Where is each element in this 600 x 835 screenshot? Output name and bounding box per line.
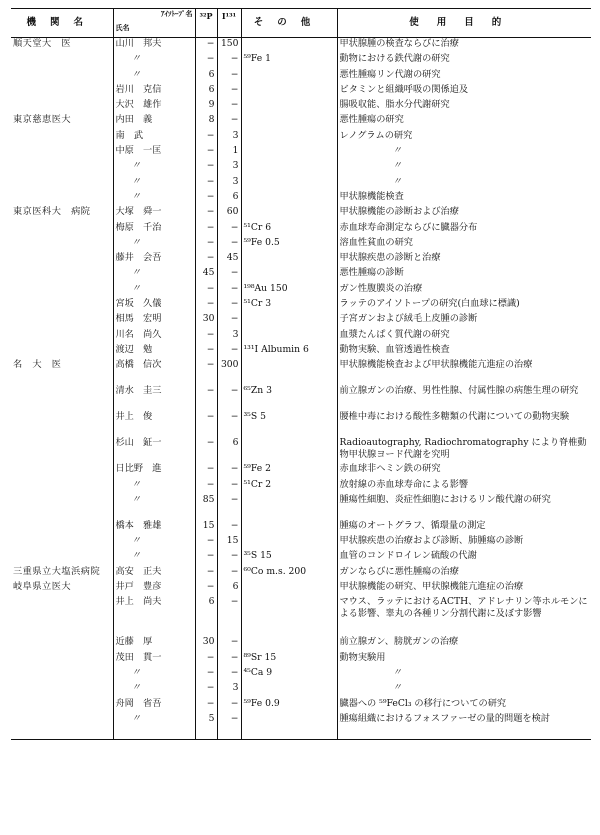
institution-cell [11,313,113,328]
other-isotope-cell: ⁴⁵Ca 9 [241,667,337,682]
purpose-cell: マウス、ラッテにおけるACTH、アドレナリン等ホルモンによる影響、睾丸の各種リン分割代謝に及ぼす影響 [339,596,588,619]
table-row [11,520,591,535]
p32-amount-cell: 9 [195,99,217,114]
i131-amount-cell: − [217,566,241,581]
i131-amount-cell: 3 [217,682,241,697]
purpose-cell: 甲状腺疾患の診断と治療 [339,252,441,264]
person-name-cell: 高安 正夫 [113,566,195,581]
other-isotope-cell: ¹⁹⁸Au 150 [241,283,337,298]
institution-cell [11,191,113,206]
table-row [11,206,591,221]
i131-amount-cell: − [217,53,241,68]
header-institution: 機関名 [11,9,113,38]
p32-amount-cell: 6 [195,69,217,84]
i131-amount-cell: − [217,463,241,478]
institution-cell [11,494,113,520]
purpose-cell: ラッテのアイソトープの研究(白血球に標識) [339,298,520,310]
i131-amount-cell: − [217,69,241,84]
other-isotope-cell: ³⁵S 5 [241,411,337,437]
header-purpose: 使用目的 [337,9,591,38]
p32-amount-cell: − [195,581,217,596]
purpose-cell: 溶血性貧血の研究 [339,236,413,248]
table-row [11,667,591,682]
purpose-cell: 悪性腫瘍リン代謝の研究 [339,68,441,80]
institution-cell [11,596,113,636]
table-row [11,535,591,550]
i131-amount-cell: − [217,84,241,99]
table-row [11,176,591,191]
table-row [11,84,591,99]
p32-amount-cell: − [195,283,217,298]
institution-cell [11,252,113,267]
person-name-cell: 〃 [113,682,195,697]
person-name-cell: 〃 [113,283,195,298]
other-isotope-cell [241,114,337,129]
person-name-cell: 橋本 雅雄 [113,520,195,535]
table-row [11,652,591,667]
i131-amount-cell: 300 [217,359,241,385]
p32-amount-cell: − [195,53,217,68]
p32-amount-cell: 6 [195,84,217,99]
table-row [11,222,591,237]
i131-amount-cell: − [217,114,241,129]
table-row [11,596,591,636]
institution-cell [11,535,113,550]
p32-amount-cell: − [195,298,217,313]
table-row [11,494,591,520]
person-name-cell: 内田 義 [113,114,195,129]
other-isotope-cell [241,359,337,385]
person-name-cell: 大塚 舜一 [113,206,195,221]
table-row [11,566,591,581]
p32-amount-cell: 15 [195,520,217,535]
person-name-cell: 井上 俊 [113,411,195,437]
other-isotope-cell: ³⁵S 15 [241,550,337,565]
i131-amount-cell: − [217,385,241,411]
purpose-cell: 〃 [392,666,402,678]
table-row [11,636,591,651]
purpose-cell: 腫瘍組織におけるフォスファーゼの量的問題を検討 [337,713,591,740]
table-row [11,479,591,494]
institution-cell [11,698,113,713]
other-isotope-cell [241,38,337,54]
header-other: その他 [241,9,337,38]
other-isotope-cell: ⁸⁹Sr 15 [241,652,337,667]
purpose-cell: 甲状腺機能検査 [339,190,404,202]
institution-cell [11,411,113,437]
institution-cell [11,283,113,298]
i131-amount-cell: 6 [217,437,241,463]
purpose-cell: 甲状腺機能の研究、甲状腺機能亢進症の治療 [339,581,524,593]
i131-amount-cell: − [217,596,241,636]
i131-amount-cell: − [217,99,241,114]
header-p32: ³²P [195,9,217,38]
p32-amount-cell: − [195,344,217,359]
i131-amount-cell: − [217,494,241,520]
purpose-cell: 甲状腺疾患の治療および診断、肺腫瘍の診断 [339,535,524,547]
i131-amount-cell: 3 [217,160,241,175]
table-row [11,114,591,129]
other-isotope-cell [241,206,337,221]
other-isotope-cell [241,176,337,191]
other-isotope-cell [241,267,337,282]
person-name-cell: 〃 [113,69,195,84]
purpose-cell: 腰椎中毒における酸性多糖類の代謝についての動物実験 [339,411,570,423]
other-isotope-cell: ⁵¹Cr 2 [241,479,337,494]
table-row [11,267,591,282]
institution-cell [11,550,113,565]
i131-amount-cell: − [217,344,241,359]
other-isotope-cell: ⁵⁹Fe 1 [241,53,337,68]
person-name-cell: 清水 圭三 [113,385,195,411]
institution-cell [11,652,113,667]
institution-cell [11,520,113,535]
purpose-cell: 臓器への ⁵⁹FeCl₃ の移行についての研究 [339,697,507,709]
person-name-cell: 杉山 鉦一 [113,437,195,463]
table-row [11,344,591,359]
i131-amount-cell: 60 [217,206,241,221]
other-isotope-cell [241,713,337,740]
other-isotope-cell [241,636,337,651]
p32-amount-cell: − [195,176,217,191]
i131-amount-cell: 45 [217,252,241,267]
table-row [11,329,591,344]
table-row [11,145,591,160]
other-isotope-cell [241,84,337,99]
purpose-cell: 赤血球寿命測定ならびに臓器分布 [339,221,478,233]
table-row [11,682,591,697]
institution-cell [11,160,113,175]
institution-cell: 岐阜県立医大 [11,581,113,596]
person-name-cell: 〃 [113,267,195,282]
p32-amount-cell: − [195,652,217,667]
i131-amount-cell: − [217,479,241,494]
i131-amount-cell: 3 [217,130,241,145]
institution-cell: 東京医科大 病院 [11,206,113,221]
table-row [11,237,591,252]
person-name-cell: 岩川 克信 [113,84,195,99]
person-name-cell: 川名 尚久 [113,329,195,344]
table-row [11,298,591,313]
i131-amount-cell: − [217,520,241,535]
person-name-cell: 井上 尚夫 [113,596,195,636]
other-isotope-cell: ⁶⁵Zn 3 [241,385,337,411]
purpose-cell: 〃 [392,682,402,694]
table-row [11,53,591,68]
table-row [11,191,591,206]
i131-amount-cell: − [217,283,241,298]
institution-cell [11,237,113,252]
purpose-cell: 前立腺ガン、膀胱ガンの治療 [339,636,459,648]
person-name-cell: 梅原 千治 [113,222,195,237]
table-row [11,252,591,267]
institution-cell [11,437,113,463]
i131-amount-cell: − [217,636,241,651]
person-name-cell: 渡辺 勉 [113,344,195,359]
person-name-cell: 舟岡 省吾 [113,698,195,713]
table-row [11,463,591,478]
institution-cell [11,84,113,99]
header-isotope-name: ｱｲｿﾄｰﾌﾟ名 [161,9,193,18]
institution-cell [11,667,113,682]
i131-amount-cell: − [217,313,241,328]
person-name-cell: 藤井 会吾 [113,252,195,267]
institution-cell [11,53,113,68]
p32-amount-cell: − [195,667,217,682]
other-isotope-cell [241,252,337,267]
purpose-cell: ビタミンと組織呼吸の関係追及 [339,83,469,95]
i131-amount-cell: − [217,222,241,237]
table-body [11,38,591,740]
person-name-cell: 大沢 雄作 [113,99,195,114]
institution-cell [11,69,113,84]
i131-amount-cell: − [217,550,241,565]
table-row [11,38,591,54]
other-isotope-cell [241,99,337,114]
institution-cell [11,176,113,191]
person-name-cell: 〃 [113,176,195,191]
p32-amount-cell: 30 [195,636,217,651]
purpose-cell: 甲状腺腫の検査ならびに治療 [339,38,459,49]
other-isotope-cell [241,437,337,463]
purpose-cell: 悪性腫瘍の研究 [339,114,404,126]
other-isotope-cell: ⁶⁰Co m.s. 200 [241,566,337,581]
p32-amount-cell: − [195,411,217,437]
table-row [11,130,591,145]
person-name-cell: 近藤 厚 [113,636,195,651]
institution-cell [11,130,113,145]
p32-amount-cell: − [195,535,217,550]
other-isotope-cell [241,535,337,550]
person-name-cell: 〃 [113,53,195,68]
purpose-cell: 腸吸収能、脂水分代謝研究 [339,99,450,111]
institution-cell [11,479,113,494]
table-row [11,283,591,298]
p32-amount-cell: − [195,550,217,565]
other-isotope-cell: ⁵⁹Fe 0.9 [241,698,337,713]
institution-cell [11,145,113,160]
p32-amount-cell: − [195,38,217,54]
purpose-cell: 腫瘍性細胞、炎症性細胞におけるリン酸代謝の研究 [339,493,551,505]
other-isotope-cell [241,145,337,160]
institution-cell [11,636,113,651]
table-row [11,698,591,713]
header-i131: I¹³¹ [217,9,241,38]
i131-amount-cell: 6 [217,191,241,206]
person-name-cell: 井戸 豊彦 [113,581,195,596]
table-row [11,385,591,411]
person-name-cell: 日比野 進 [113,463,195,478]
i131-amount-cell: − [217,237,241,252]
person-name-cell: 〃 [113,550,195,565]
institution-cell [11,99,113,114]
purpose-cell: 甲状腺機能検査および甲状腺機能亢進症の治療 [339,359,533,371]
institution-cell: 三重県立大塩浜病院 [11,566,113,581]
p32-amount-cell: 6 [195,596,217,636]
other-isotope-cell [241,69,337,84]
i131-amount-cell: 150 [217,38,241,54]
institution-cell [11,463,113,478]
i131-amount-cell: 15 [217,535,241,550]
p32-amount-cell: − [195,329,217,344]
person-name-cell: 〃 [113,160,195,175]
p32-amount-cell: − [195,206,217,221]
purpose-cell: 〃 [392,160,402,172]
other-isotope-cell [241,682,337,697]
institution-cell [11,682,113,697]
table-header-row [11,9,591,38]
p32-amount-cell: − [195,145,217,160]
table-row [11,713,591,740]
person-name-cell: 〃 [113,713,195,740]
i131-amount-cell: − [217,667,241,682]
table-row [11,69,591,84]
table-row [11,99,591,114]
purpose-cell: レノグラムの研究 [339,129,413,141]
institution-cell [11,713,113,740]
header-person-name: 氏名 [115,22,130,32]
i131-amount-cell: − [217,652,241,667]
i131-amount-cell: 1 [217,145,241,160]
purpose-cell: 悪性腫瘍の診断 [339,267,404,279]
person-name-cell: 〃 [113,237,195,252]
table-row [11,437,591,463]
p32-amount-cell: − [195,698,217,713]
i131-amount-cell: 3 [217,329,241,344]
person-name-cell: 南 武 [113,130,195,145]
isotope-usage-table [11,8,591,740]
purpose-cell: 甲状腺機能の診断および治療 [339,206,459,218]
i131-amount-cell: − [217,698,241,713]
p32-amount-cell: − [195,682,217,697]
p32-amount-cell: − [195,252,217,267]
purpose-cell: 血漿たんぱく質代謝の研究 [339,328,450,340]
other-isotope-cell: ¹³¹I Albumin 6 [241,344,337,359]
institution-cell [11,329,113,344]
person-name-cell: 〃 [113,494,195,520]
table-row [11,359,591,385]
other-isotope-cell [241,329,337,344]
other-isotope-cell [241,160,337,175]
institution-cell [11,344,113,359]
purpose-cell: 〃 [392,145,402,157]
p32-amount-cell: 5 [195,713,217,740]
person-name-cell: 相馬 宏明 [113,313,195,328]
i131-amount-cell: 6 [217,581,241,596]
person-name-cell: 〃 [113,191,195,206]
header-name [113,9,195,38]
i131-amount-cell: 3 [217,176,241,191]
p32-amount-cell: − [195,191,217,206]
other-isotope-cell [241,596,337,636]
purpose-cell: 赤血球非ヘミン鉄の研究 [339,463,441,475]
institution-cell [11,267,113,282]
other-isotope-cell: ⁵⁹Fe 2 [241,463,337,478]
i131-amount-cell: − [217,267,241,282]
person-name-cell: 茂田 貫一 [113,652,195,667]
person-name-cell: 宮坂 久儀 [113,298,195,313]
p32-amount-cell: − [195,160,217,175]
p32-amount-cell: 8 [195,114,217,129]
p32-amount-cell: − [195,130,217,145]
p32-amount-cell: − [195,359,217,385]
person-name-cell: 〃 [113,535,195,550]
person-name-cell: 中原 一匡 [113,145,195,160]
person-name-cell: 山川 邦夫 [113,38,195,54]
person-name-cell: 高橋 信次 [113,359,195,385]
p32-amount-cell: − [195,222,217,237]
table-row [11,581,591,596]
person-name-cell: 〃 [113,667,195,682]
table-row [11,411,591,437]
other-isotope-cell [241,520,337,535]
p32-amount-cell: 85 [195,494,217,520]
other-isotope-cell: ⁵⁹Fe 0.5 [241,237,337,252]
i131-amount-cell: − [217,411,241,437]
p32-amount-cell: − [195,437,217,463]
table-row [11,313,591,328]
isotope-usage-table-page [11,8,591,740]
table-row [11,550,591,565]
other-isotope-cell [241,581,337,596]
purpose-cell: ガン性腹膜炎の治療 [339,282,423,294]
i131-amount-cell: − [217,298,241,313]
other-isotope-cell [241,130,337,145]
other-isotope-cell: ⁵¹Cr 6 [241,222,337,237]
other-isotope-cell [241,494,337,520]
p32-amount-cell: 30 [195,313,217,328]
purpose-cell: 〃 [392,175,402,187]
institution-cell: 東京慈恵医大 [11,114,113,129]
purpose-cell: Radioautography, Radiochromatography により脊椎動物甲状腺ヨード代謝を究明 [339,437,587,460]
i131-amount-cell: − [217,713,241,740]
institution-cell: 名 大 医 [11,359,113,385]
other-isotope-cell [241,191,337,206]
p32-amount-cell: − [195,463,217,478]
institution-cell [11,222,113,237]
purpose-cell: 血管のコンドロイレン硫酸の代謝 [339,550,477,562]
institution-cell: 順天堂大 医 [11,38,113,54]
p32-amount-cell: − [195,479,217,494]
purpose-cell: ガンならびに悪性腫瘍の治療 [339,565,459,577]
institution-cell [11,385,113,411]
p32-amount-cell: − [195,385,217,411]
purpose-cell: 腫瘍のオートグラフ、循環量の測定 [339,519,486,531]
other-isotope-cell [241,313,337,328]
table-row [11,160,591,175]
purpose-cell: 放射線の赤血球寿命による影響 [339,478,469,490]
institution-cell [11,298,113,313]
purpose-cell: 動物実験、血管透過性検査 [339,343,450,355]
purpose-cell: 動物実験用 [339,651,386,663]
p32-amount-cell: − [195,237,217,252]
purpose-cell: 子宮ガンおよび絨毛上皮腫の診断 [339,313,478,325]
p32-amount-cell: 45 [195,267,217,282]
other-isotope-cell: ⁵¹Cr 3 [241,298,337,313]
person-name-cell: 〃 [113,479,195,494]
p32-amount-cell: − [195,566,217,581]
purpose-cell: 動物における鉄代謝の研究 [339,53,450,65]
purpose-cell: 前立腺ガンの治療、男性性腺、付属性腺の病態生理の研究 [339,385,579,397]
